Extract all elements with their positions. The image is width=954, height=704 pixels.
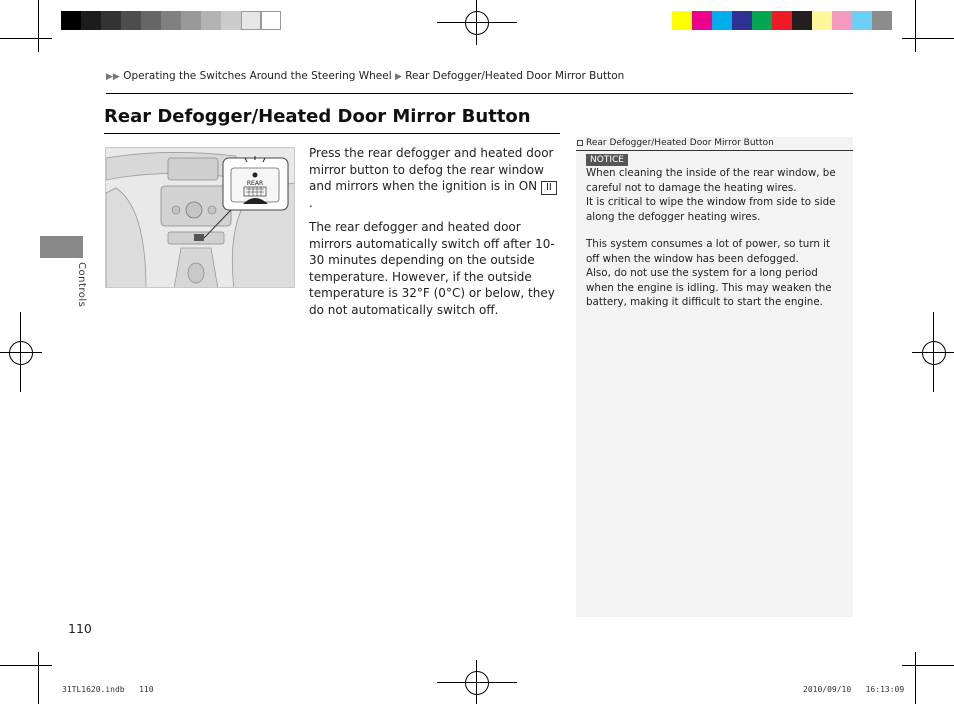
color-bar-swatch [712, 11, 732, 30]
dashboard-drawing [106, 148, 295, 288]
instruction-paragraph [309, 145, 559, 212]
color-bar-swatch [772, 11, 792, 30]
sidebar-header-text: Rear Defogger/Heated Door Mirror Button [586, 138, 774, 148]
instruction-end: . [309, 196, 313, 210]
ignition-position-badge: II [541, 181, 557, 195]
color-bar-swatch [672, 11, 692, 30]
color-bar-swatch [832, 11, 852, 30]
gray-bar-swatch [81, 11, 101, 30]
gray-bar-swatch [181, 11, 201, 30]
color-bar-swatch [752, 11, 772, 30]
slug-timestamp: 2010/09/10 16:13:09 [803, 685, 905, 694]
header-rule [106, 93, 853, 94]
instruction-text: Press the rear defogger and heated door mirror button to defog the rear window and mirrors when the ignition is in ON [309, 146, 554, 193]
reference-icon [577, 140, 583, 146]
idling-note: Also, do not use the system for a long period when the engine is idling. This may weaken the battery, making it difficult to start the engine. [586, 267, 832, 308]
breadcrumb-page: Rear Defogger/Heated Door Mirror Button [405, 70, 625, 82]
gray-bar-swatch [121, 11, 141, 30]
page-title: Rear Defogger/Heated Door Mirror Button [104, 106, 531, 127]
power-note: This system consumes a lot of power, so turn it off when the window has been defogged. [586, 238, 831, 265]
dashboard-illustration [105, 147, 295, 288]
color-bar-swatch [852, 11, 872, 30]
gray-bar-swatch [161, 11, 181, 30]
color-bar-swatch [732, 11, 752, 30]
color-bar-swatch [872, 11, 892, 30]
gray-bar-swatch [61, 11, 81, 30]
slug-file-info: 31TL1620.indb 110 [62, 685, 154, 694]
rear-button-label: REAR [246, 180, 264, 187]
breadcrumb-section[interactable]: Operating the Switches Around the Steering Wheel [123, 70, 392, 82]
gray-bar-swatch [221, 11, 241, 30]
page-number: 110 [68, 621, 92, 636]
notice-badge: NOTICE [586, 154, 628, 166]
sidebar-header [576, 137, 853, 151]
color-bar-swatch [792, 11, 812, 30]
gray-bar-swatch [141, 11, 161, 30]
breadcrumb [106, 70, 624, 82]
gray-bar-swatch [101, 11, 121, 30]
gray-bar-swatch [201, 11, 221, 30]
double-arrow-icon: ▶▶ [106, 72, 120, 82]
chapter-tab[interactable] [40, 236, 83, 258]
gray-bar-swatch [261, 11, 281, 30]
gray-bar-swatch [241, 11, 261, 30]
auto-off-paragraph: The rear defogger and heated door mirrors automatically switch off after 10-30 minutes depending on the outside temperature. However, if the outside temperature is 32°F (0°C) or below, they do not automatically switch off. [309, 220, 555, 317]
chapter-tab-label: Controls [76, 262, 87, 308]
color-bar-swatch [812, 11, 832, 30]
arrow-icon: ▶ [394, 72, 402, 82]
title-rule [104, 133, 560, 134]
notice-text: When cleaning the inside of the rear window, be careful not to damage the heating wires. [586, 167, 836, 194]
notice-text-2: It is critical to wipe the window from side to side along the defogger heating wires. [586, 196, 836, 223]
color-bar-swatch [692, 11, 712, 30]
